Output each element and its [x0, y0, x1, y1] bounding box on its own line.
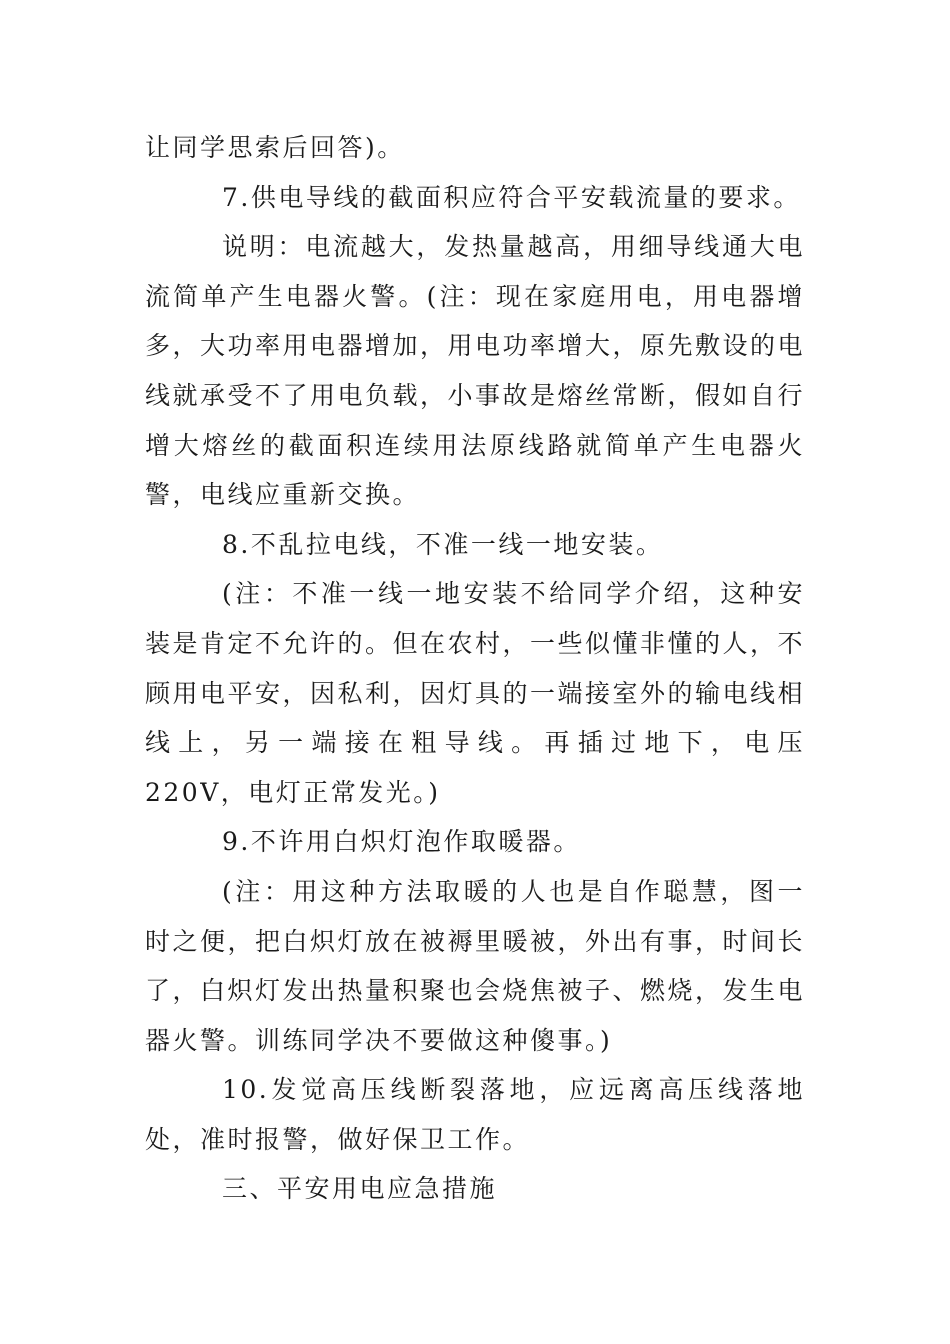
paragraph-item-8-note: (注：不准一线一地安装不给同学介绍，这种安装是肯定不允许的。但在农村，一些似懂非懂的人，不顾用电平安，因私利，因灯具的一端接室外的输电线相线上，另一端接在粗导线。再插过地下，电压 220V，电灯正常发光。): [145, 579, 806, 807]
paragraph-item-8: 8.不乱拉电线，不准一线一地安装。: [222, 529, 664, 559]
document-body: [145, 123, 805, 1214]
paragraph-item-7: 7.供电导线的截面积应符合平安载流量的要求。: [222, 182, 801, 212]
paragraph-item-9-note: (注：用这种方法取暖的人也是自作聪慧，图一时之便，把白炽灯放在被褥里暖被，外出有事，时间长了，白炽灯发出热量积聚也会烧焦被子、燃烧，发生电器火警。训练同学决不要做这种傻事。): [145, 876, 806, 1055]
paragraph-item-10: 10.发觉高压线断裂落地，应远离高压线落地处，准时报警，做好保卫工作。: [145, 1075, 805, 1154]
paragraph-continuation: 让同学思索后回答)。: [145, 133, 405, 162]
paragraph-item-7-note: 说明：电流越大，发热量越高，用细导线通大电流简单产生电器火警。(注：现在家庭用电，用电器增多，大功率用电器增加，用电功率增大，原先敷设的电线就承受不了用电负载，小事故是熔丝常断，假如自行增大熔丝的截面积连续用法原线路就简单产生电器火警，电线应重新交换。: [145, 232, 806, 510]
section-heading-3: 三、平安用电应急措施: [222, 1174, 498, 1204]
paragraph-item-9: 9.不许用白炽灯泡作取暖器。: [222, 827, 581, 857]
